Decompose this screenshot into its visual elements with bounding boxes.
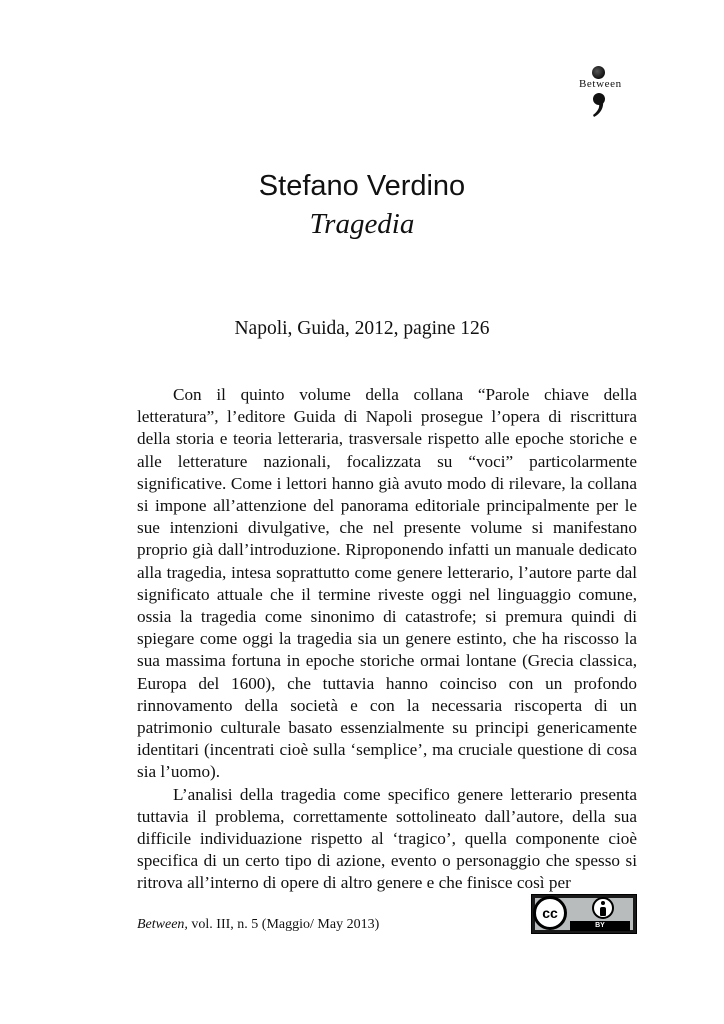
logo-comma-icon — [592, 92, 606, 118]
paragraph: Con il quinto volume della collana “Parole chiave della letteratura”, l’editore Guida di Napoli prosegue l’opera di riscrittura della storia e teoria letteraria, trasversale rispetto alle epoche storiche e alle letterature nazionali, focalizzata su “voci” particolarmente significative. Come i lettori hanno già avuto modo di rilevare, la collana si impone all’attenzione del panorama editoriale principalmente per le sue intenzioni divulgative, che nel presente volume si manifestano proprio già dall’introduzione. Riproponendo infatti un manuale dedicato alla tragedia, intesa soprattutto come genere letterario, l’autore parte dal significato attuale che il termine riveste oggi nel linguaggio comune, ossia la tragedia come sinonimo di catastrofe; si premura quindi di spiegare come oggi la tragedia sia un genere estinto, che ha riscosso la sua massima fortuna in epoche storiche ormai lontane (Grecia classica, Europa del 1600), che tuttavia hanno coinciso con un profondo rinnovamento della società e con la necessaria riscoperta di un patrimonio culturale basato essenzialmente su principi genericamente identitari (incentrati cioè sulla ‘semplice’, ma cruciale questione di cosa sia l’uomo). — [137, 385, 637, 782]
cc-license-badge[interactable] — [531, 894, 637, 934]
book-title: Tragedia — [309, 208, 415, 240]
cc-icon: cc — [533, 896, 567, 930]
review-body — [137, 384, 637, 895]
paragraph: L’analisi della tragedia come specifico genere letterario presenta tuttavia il problema, correttamente sottolineato dall’autore, della sua difficile individuazione rispetto al ‘tragico’, quella componente cioè specifica di un certo tipo di azione, evento o personaggio che spesso si ritrova all’interno di opere di altro genere e che finisce così per — [137, 784, 637, 893]
publication-info: Napoli, Guida, 2012, pagine 126 — [234, 318, 490, 339]
journal-logo — [578, 66, 642, 122]
attribution-icon — [592, 897, 614, 919]
journal-name: Between, — [137, 917, 188, 932]
issue-info: vol. III, n. 5 (Maggio/ May 2013) — [187, 917, 380, 932]
page-footer — [137, 917, 379, 933]
logo-text: Between — [579, 78, 622, 90]
license-label: BY — [570, 921, 630, 931]
author-name: Stefano Verdino — [258, 170, 466, 202]
